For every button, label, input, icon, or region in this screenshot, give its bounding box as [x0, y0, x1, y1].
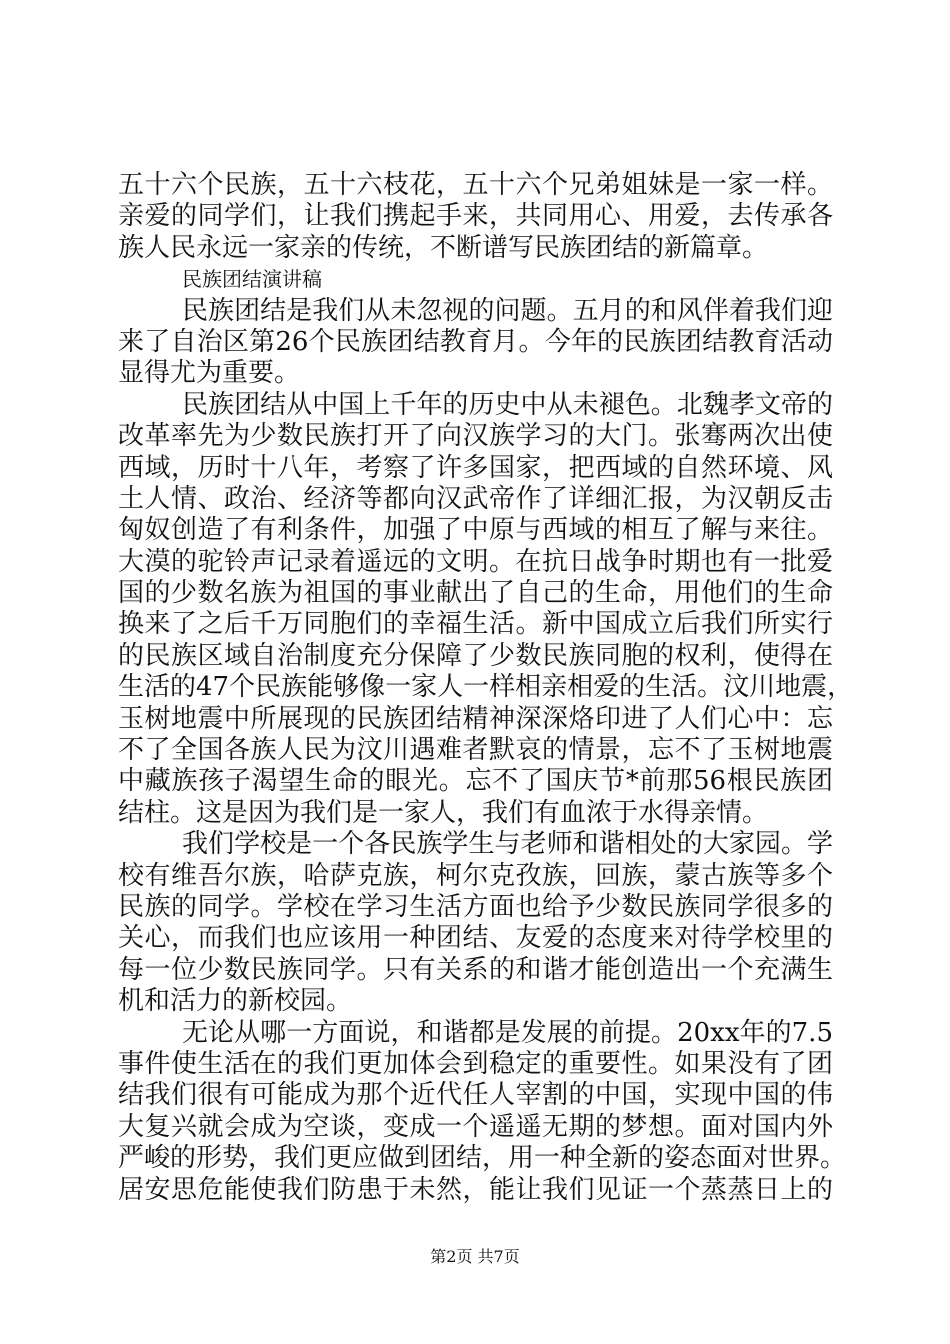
text-line: 来了自治区第26个民族团结教育月。今年的民族团结教育活动: [118, 326, 833, 357]
text-line: 玉树地震中所展现的民族团结精神深深烙印进了人们心中：忘: [118, 703, 833, 734]
text-line: 校有维吾尔族，哈萨克族，柯尔克孜族，回族，蒙古族等多个: [118, 860, 833, 891]
text-line: 不了全国各族人民为汶川遇难者默哀的情景，忘不了玉树地震: [118, 735, 833, 766]
text-line: 西域，历时十八年，考察了许多国家，把西域的自然环境、风: [118, 452, 833, 483]
text-line: 换来了之后千万同胞们的幸福生活。新中国成立后我们所实行: [118, 609, 833, 640]
text-line: 亲爱的同学们，让我们携起手来，共同用心、用爱，去传承各: [118, 201, 833, 232]
text-line: 关心，而我们也应该用一种团结、友爱的态度来对待学校里的: [118, 923, 833, 954]
text-line: 民族团结从中国上千年的历史中从未褪色。北魏孝文帝的: [182, 389, 833, 420]
text-line: 大漠的驼铃声记录着遥远的文明。在抗日战争时期也有一批爱: [118, 546, 833, 577]
text-line: 我们学校是一个各民族学生与老师和谐相处的大家园。学: [182, 829, 833, 860]
text-line: 中藏族孩子渴望生命的眼光。忘不了国庆节*前那56根民族团: [118, 766, 833, 797]
text-line: 每一位少数民族同学。只有关系的和谐才能创造出一个充满生: [118, 954, 833, 985]
document-body: [118, 170, 854, 1206]
text-line: 的民族区域自治制度充分保障了少数民族同胞的权利，使得在: [118, 640, 833, 671]
text-line: 严峻的形势，我们更应做到团结，用一种全新的姿态面对世界。: [118, 1143, 847, 1174]
section-heading: 民族团结演讲稿: [182, 267, 322, 292]
text-line: 结柱。这是因为我们是一家人，我们有血浓于水得亲情。: [118, 797, 769, 828]
text-line: 居安思危能使我们防患于未然，能让我们见证一个蒸蒸日上的: [118, 1174, 833, 1205]
page-footer: 第2页 共7页: [430, 1247, 520, 1266]
text-line: 民族的同学。学校在学习生活方面也给予少数民族同学很多的: [118, 891, 833, 922]
text-line: 结我们很有可能成为那个近代任人宰割的中国，实现中国的伟: [118, 1080, 833, 1111]
text-line: 生活的47个民族能够像一家人一样相亲相爱的生活。汶川地震，: [118, 672, 854, 703]
text-line: 国的少数名族为祖国的事业献出了自己的生命，用他们的生命: [118, 578, 833, 609]
text-line: 族人民永远一家亲的传统，不断谱写民族团结的新篇章。: [118, 232, 769, 263]
text-line: 五十六个民族，五十六枝花，五十六个兄弟姐妹是一家一样。: [118, 170, 833, 200]
text-line: 民族团结是我们从未忽视的问题。五月的和风伴着我们迎: [182, 295, 833, 326]
text-line: 事件使生活在的我们更加体会到稳定的重要性。如果没有了团: [118, 1048, 833, 1079]
text-line: 无论从哪一方面说，和谐都是发展的前提。20xx年的7.5: [182, 1017, 833, 1048]
text-line: 土人情、政治、经济等都向汉武帝作了详细汇报，为汉朝反击: [118, 483, 833, 514]
text-line: 匈奴创造了有利条件，加强了中原与西域的相互了解与来往。: [118, 515, 833, 546]
text-line: 改革率先为少数民族打开了向汉族学习的大门。张骞两次出使: [118, 421, 833, 452]
text-line: 显得尤为重要。: [118, 358, 301, 389]
text-line: 大复兴就会成为空谈，变成一个遥遥无期的梦想。面对国内外: [118, 1111, 833, 1142]
text-line: 机和活力的新校园。: [118, 986, 353, 1017]
